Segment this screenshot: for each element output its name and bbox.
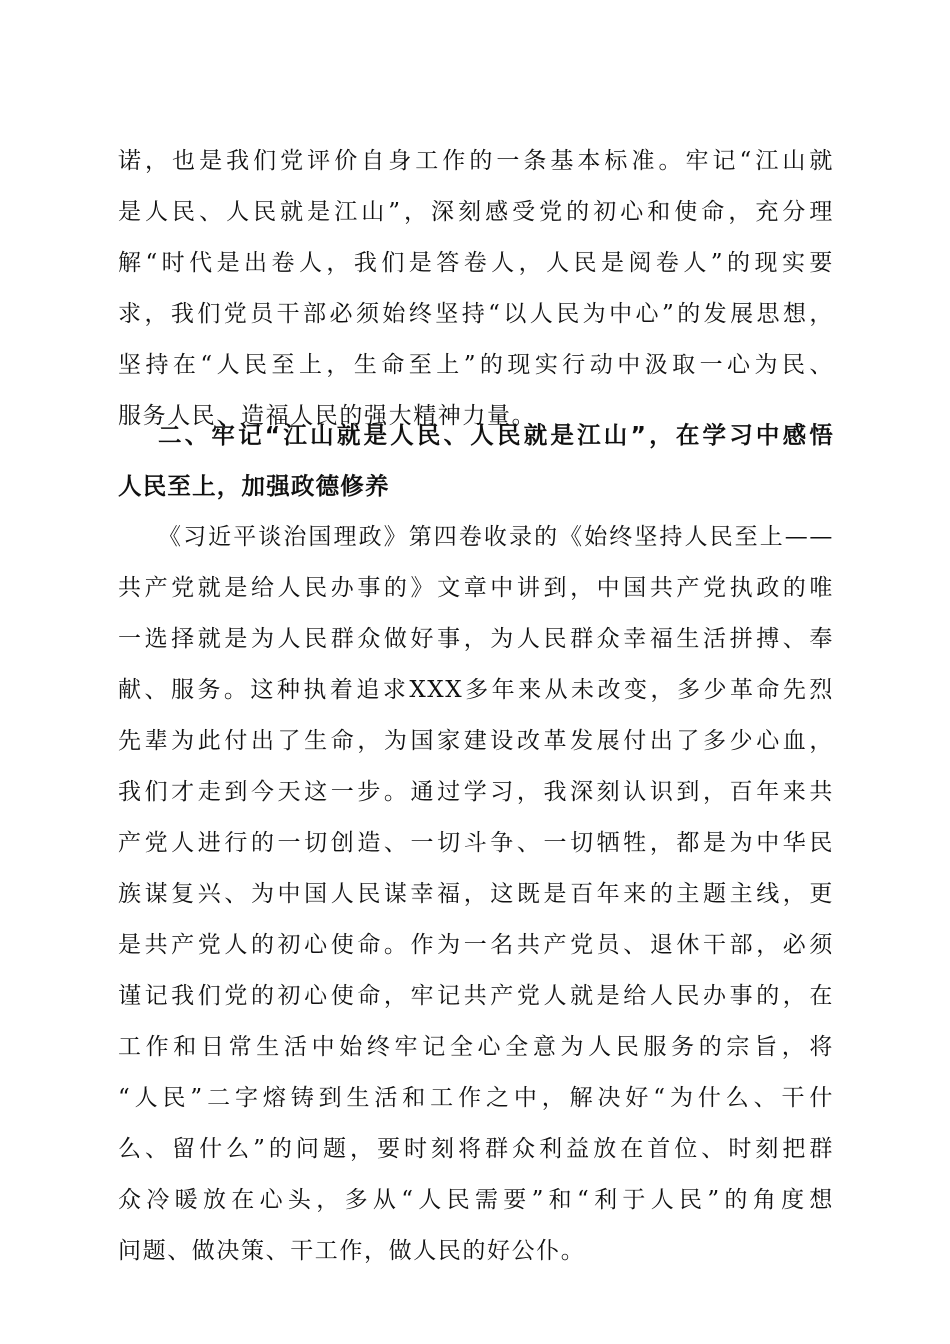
paragraph-line: 是人民、人民就是江山”，深刻感受党的初心和使命，充分理: [118, 199, 834, 225]
paragraph-line: 是共产党人的初心使命。作为一名共产党员、退休干部，必须: [118, 932, 834, 958]
paragraph-line: 服务人民、造福人民的强大精神力量。: [118, 403, 537, 429]
paragraph-line: 谨记我们党的初心使命，牢记共产党人就是给人民办事的，在: [118, 983, 834, 1009]
paragraph-line: 先辈为此付出了生命，为国家建设改革发展付出了多少心血，: [118, 728, 834, 754]
paragraph-2: [118, 512, 834, 1277]
paragraph-line: 我们才走到今天这一步。通过学习，我深刻认识到，百年来共: [118, 779, 834, 805]
paragraph-line: 献、服务。这种执着追求XXX多年来从未改变，多少革命先烈: [118, 677, 834, 703]
paragraph-line: 一选择就是为人民群众做好事，为人民群众幸福生活拼搏、奉: [118, 626, 834, 652]
paragraph-line: 问题、做决策、干工作，做人民的好公仆。: [118, 1238, 586, 1264]
paragraph-line: 工作和日常生活中始终牢记全心全意为人民服务的宗旨，将: [118, 1034, 834, 1060]
section-heading-2: [118, 410, 834, 512]
paragraph-line: 坚持在“人民至上，生命至上”的现实行动中汲取一心为民、: [118, 352, 834, 378]
paragraph-line: 族谋复兴、为中国人民谋幸福，这既是百年来的主题主线，更: [118, 881, 834, 907]
paragraph-line: 解“时代是出卷人，我们是答卷人，人民是阅卷人”的现实要: [118, 250, 834, 276]
paragraph-line: 《习近平谈治国理政》第四卷收录的《始终坚持人民至上——: [158, 524, 834, 550]
paragraph-1: [118, 136, 834, 442]
paragraph-line: 么、留什么”的问题，要时刻将群众利益放在首位、时刻把群: [118, 1136, 834, 1162]
paragraph-line: 求，我们党员干部必须始终坚持“以人民为中心”的发展思想，: [118, 301, 834, 327]
paragraph-line: 众冷暖放在心头，多从“人民需要”和“利于人民”的角度想: [118, 1187, 834, 1213]
heading-line: 二、牢记“江山就是人民、人民就是江山”，在学习中感悟: [158, 421, 834, 449]
heading-line: 人民至上，加强政德修养: [118, 472, 390, 500]
paragraph-line: 共产党就是给人民办事的》文章中讲到，中国共产党执政的唯: [118, 575, 834, 601]
paragraph-line: “人民”二字熔铸到生活和工作之中，解决好“为什么、干什: [118, 1085, 834, 1111]
paragraph-line: 诺，也是我们党评价自身工作的一条基本标准。牢记“江山就: [118, 148, 834, 174]
paragraph-line: 产党人进行的一切创造、一切斗争、一切牺牲，都是为中华民: [118, 830, 834, 856]
